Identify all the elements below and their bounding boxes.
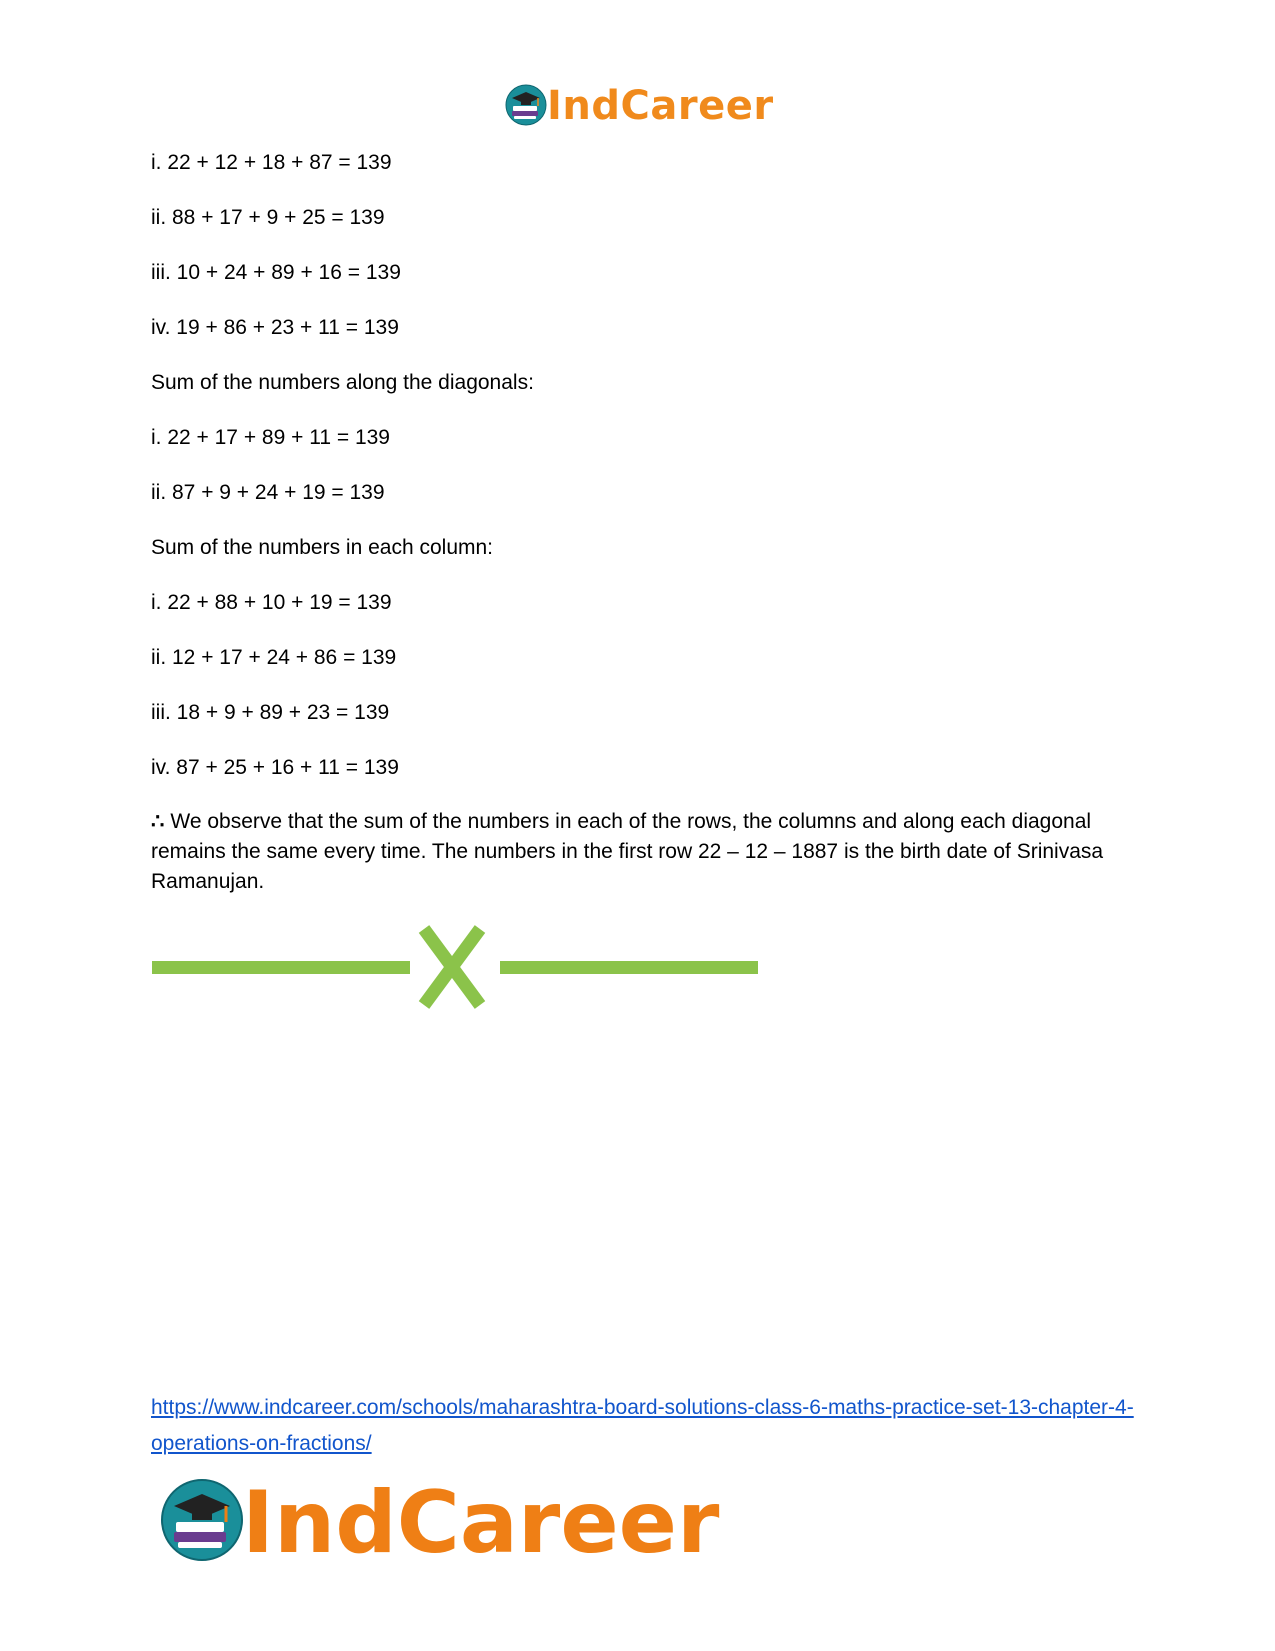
row-sum-1: i. 22 + 12 + 18 + 87 = 139: [151, 151, 392, 174]
column-sum-1: i. 22 + 88 + 10 + 19 = 139: [151, 591, 392, 614]
header-logo: [505, 80, 774, 130]
row-sum-4: iv. 19 + 86 + 23 + 11 = 139: [151, 316, 399, 339]
footer-logo: [160, 1470, 720, 1573]
diagonal-sum-2: ii. 87 + 9 + 24 + 19 = 139: [151, 481, 385, 504]
book-graduation-cap-icon: [160, 1478, 244, 1562]
diagonal-sum-1: i. 22 + 17 + 89 + 11 = 139: [151, 426, 390, 449]
book-graduation-cap-icon: [505, 84, 547, 126]
column-sum-3: iii. 18 + 9 + 89 + 23 = 139: [151, 701, 390, 724]
conclusion-text: We observe that the sum of the numbers in each of the rows, the columns and along each diagonal remains the same every time. The numbers in the first row 22 – 12 – 1887 is the birth date of Srinivasa Ramanujan.: [151, 810, 1104, 893]
section-divider: [152, 925, 758, 1011]
brand-wordmark: IndCareer: [242, 1473, 720, 1573]
diagonals-heading: Sum of the numbers along the diagonals:: [151, 371, 534, 394]
brand-wordmark: IndCareer: [547, 83, 774, 129]
conclusion-paragraph: [151, 807, 1131, 897]
column-sum-4: iv. 87 + 25 + 16 + 11 = 139: [151, 756, 399, 779]
column-sum-2: ii. 12 + 17 + 24 + 86 = 139: [151, 646, 397, 669]
row-sum-3: iii. 10 + 24 + 89 + 16 = 139: [151, 261, 401, 284]
therefore-symbol: ∴: [151, 810, 165, 833]
source-url-link[interactable]: https://www.indcareer.com/schools/maharashtra-board-solutions-class-6-maths-practice-set-13-chapter-4-operations-on-fractions/: [151, 1396, 1134, 1455]
row-sum-2: ii. 88 + 17 + 9 + 25 = 139: [151, 206, 385, 229]
columns-heading: Sum of the numbers in each column:: [151, 536, 494, 559]
